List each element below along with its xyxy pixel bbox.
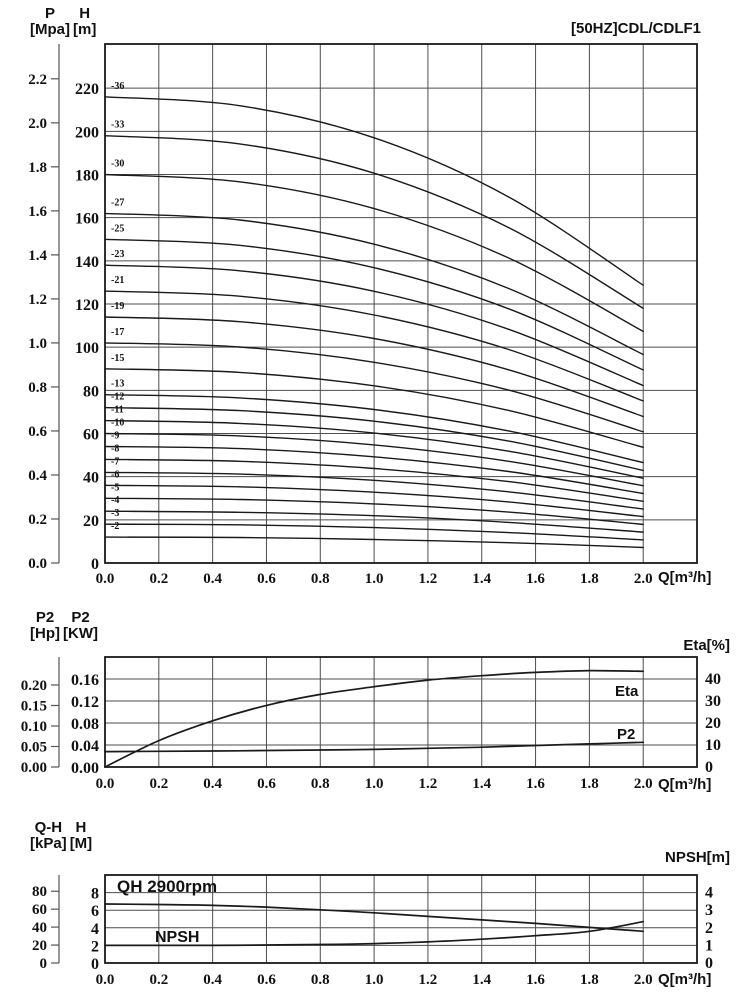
y1-tick-label: 1.6 <box>28 203 47 220</box>
y2-tick-label: 120 <box>75 297 99 315</box>
stage-curve-label: -15 <box>111 352 125 364</box>
y2-tick-label: 6 <box>91 903 99 921</box>
y1-tick-label: 0.00 <box>20 760 47 776</box>
x-tick-label: 1.4 <box>472 776 492 792</box>
x-tick-label: 0.2 <box>149 776 169 792</box>
qh-left-axis-titles <box>30 820 92 852</box>
x-tick-label: 0.2 <box>149 972 169 988</box>
y2-tick-label: 2 <box>91 938 99 956</box>
x-tick-label: 1.8 <box>580 571 599 587</box>
y2-tick-label: 0.08 <box>71 716 99 733</box>
pressure-axis-unit: [Mpa] <box>30 21 70 38</box>
qh-m-symbol: H <box>75 819 87 836</box>
x-tick-label: 2.0 <box>633 972 653 988</box>
power-x-axis-label: Q[m³/h] <box>658 776 712 793</box>
y1-tick-label: 1.2 <box>28 291 47 308</box>
power-kw-axis-title <box>63 610 98 642</box>
y2-tick-label: 80 <box>83 383 99 401</box>
y2-tick-label: 100 <box>75 340 99 358</box>
power-kw-symbol: P2 <box>71 609 90 626</box>
power-hp-axis-title <box>30 610 60 642</box>
x-tick-label: 1.2 <box>418 571 438 587</box>
stage-curve-label: -33 <box>111 119 125 131</box>
stage-curve-label: -30 <box>111 158 125 170</box>
y1-tick-label: 0.2 <box>28 511 47 528</box>
stage-curve-label: -10 <box>111 417 125 429</box>
head-axis-unit: [m] <box>73 21 97 38</box>
stage-curve-label: -17 <box>111 326 125 338</box>
x-tick-label: 2.0 <box>633 776 653 792</box>
pressure-axis-symbol: P <box>44 5 55 22</box>
stage-curve-label: -12 <box>111 391 125 403</box>
y2-tick-label: 40 <box>83 469 99 487</box>
y1-tick-label: 0.8 <box>28 379 47 396</box>
y1-tick-label: 0.10 <box>20 718 47 735</box>
y3-tick-label: 3 <box>705 902 713 920</box>
npsh-curve-label: NPSH <box>155 929 200 946</box>
y2-tick-label: 0 <box>91 956 99 973</box>
y2-tick-label: 220 <box>75 81 99 99</box>
y3-tick-label: 0 <box>705 955 713 972</box>
x-tick-label: 1.4 <box>472 571 492 587</box>
y2-tick-label: 0 <box>91 556 99 573</box>
x-tick-label: 0.0 <box>95 776 115 792</box>
y1-tick-label: 40 <box>32 920 47 937</box>
qh-kpa-symbol: Q-H <box>34 819 63 836</box>
y2-tick-label: 8 <box>91 885 99 903</box>
y1-tick-label: 0.6 <box>28 423 47 440</box>
power-left-axis-titles <box>30 610 98 642</box>
x-tick-label: 0.6 <box>257 571 276 587</box>
y2-tick-label: 4 <box>91 920 99 938</box>
y3-tick-label: 40 <box>705 671 721 688</box>
y2-tick-label: 160 <box>75 210 99 228</box>
power-efficiency-chart <box>21 657 721 792</box>
y3-tick-label: 10 <box>705 737 721 754</box>
hq-x-axis-label: Q[m³/h] <box>658 569 712 586</box>
y2-tick-label: 20 <box>83 512 99 530</box>
stage-curve-label: -19 <box>111 300 125 312</box>
y2-tick-label: 0.00 <box>71 760 99 777</box>
y1-tick-label: 0.15 <box>20 698 47 715</box>
x-tick-label: 0.2 <box>149 571 169 587</box>
stage-curve-label: -36 <box>111 80 125 92</box>
stage-curve-label: -23 <box>111 249 125 261</box>
stage-curve-label: -25 <box>111 223 125 235</box>
x-tick-label: 1.6 <box>526 571 545 587</box>
eta-axis-label: Eta[%] <box>683 637 730 654</box>
y2-tick-label: 140 <box>75 253 99 271</box>
y1-tick-label: 0.0 <box>28 556 47 572</box>
x-tick-label: 0.8 <box>310 571 330 587</box>
x-tick-label: 1.8 <box>580 776 599 792</box>
x-tick-label: 0.4 <box>203 972 223 988</box>
x-tick-label: 0.0 <box>95 571 115 587</box>
y3-tick-label: 20 <box>705 715 721 732</box>
y3-tick-label: 2 <box>705 919 713 937</box>
qh-m-axis-title <box>70 820 93 852</box>
p2-curve-label: P2 <box>617 726 636 743</box>
qh-kpa-axis-title <box>30 820 67 852</box>
x-tick-label: 0.8 <box>310 776 330 792</box>
hq-left-axis-titles <box>30 6 96 38</box>
y2-tick-label: 0.12 <box>71 694 99 711</box>
y2-tick-label: 180 <box>75 167 99 185</box>
plot-border <box>105 44 697 563</box>
x-tick-label: 0.6 <box>257 972 276 988</box>
x-tick-label: 1.8 <box>580 972 599 988</box>
head-axis-title <box>73 6 96 38</box>
qh-kpa-unit: [kPa] <box>30 835 67 852</box>
x-tick-label: 1.0 <box>364 972 384 988</box>
stage-curve-label: -5 <box>111 482 120 494</box>
chart-title: [50HZ]CDL/CDLF1 <box>571 20 701 37</box>
power-hp-symbol: P2 <box>35 609 55 626</box>
y3-tick-label: 0 <box>705 759 713 776</box>
x-tick-label: 1.0 <box>364 571 384 587</box>
qh-m-unit: [M] <box>69 835 93 852</box>
stage-curve-label: -8 <box>111 443 120 455</box>
x-tick-label: 1.0 <box>364 776 384 792</box>
eta-curve-label: Eta <box>615 683 639 700</box>
x-tick-label: 0.8 <box>310 972 330 988</box>
y1-tick-label: 0.05 <box>20 739 47 756</box>
x-tick-label: 0.4 <box>203 571 223 587</box>
stage-curve-label: -7 <box>111 456 120 468</box>
y3-tick-label: 30 <box>705 693 721 710</box>
y2-tick-label: 60 <box>83 426 99 444</box>
x-tick-label: 2.0 <box>633 571 653 587</box>
stage-curve-label: -27 <box>111 197 125 209</box>
y2-tick-label: 200 <box>75 124 99 142</box>
stage-curve-label: -13 <box>111 378 125 390</box>
x-tick-label: 1.2 <box>418 972 438 988</box>
qh-x-axis-label: Q[m³/h] <box>658 971 712 988</box>
qh-curve-label: QH 2900rpm <box>117 877 218 896</box>
x-tick-label: 1.2 <box>418 776 438 792</box>
y1-tick-label: 2.2 <box>28 71 47 88</box>
stage-curve-label: -11 <box>111 404 124 416</box>
y1-tick-label: 1.8 <box>28 159 47 176</box>
power-kw-unit: [KW] <box>63 625 98 642</box>
y1-tick-label: 20 <box>32 938 47 955</box>
y2-tick-label: 0.16 <box>71 672 99 689</box>
x-tick-label: 1.6 <box>526 776 545 792</box>
y2-tick-label: 0.04 <box>71 738 99 755</box>
stage-curve-label: -2 <box>111 521 120 533</box>
stage-curve-label: -21 <box>111 275 125 287</box>
y1-tick-label: 0.20 <box>20 677 47 694</box>
y1-tick-label: 0.4 <box>28 467 47 484</box>
stage-curve-label: -4 <box>111 495 120 507</box>
y1-tick-label: 1.4 <box>28 247 47 264</box>
y1-tick-label: 1.0 <box>28 335 47 352</box>
head-axis-symbol: H <box>79 5 91 22</box>
power-hp-unit: [Hp] <box>30 625 60 642</box>
x-tick-label: 0.6 <box>257 776 276 792</box>
x-tick-label: 1.4 <box>472 972 492 988</box>
x-tick-label: 1.6 <box>526 972 545 988</box>
hq-chart <box>28 44 697 587</box>
y1-tick-label: 60 <box>32 902 47 919</box>
y3-tick-label: 4 <box>705 884 713 902</box>
y1-tick-label: 2.0 <box>28 115 47 132</box>
stage-curve-label: -3 <box>111 508 120 520</box>
pressure-axis-title <box>30 6 70 38</box>
stage-curve-label: -9 <box>111 430 120 442</box>
x-tick-label: 0.0 <box>95 972 115 988</box>
x-tick-label: 0.4 <box>203 776 223 792</box>
y3-tick-label: 1 <box>705 937 713 955</box>
stage-curve-label: -6 <box>111 469 120 481</box>
y1-tick-label: 80 <box>32 884 47 901</box>
y1-tick-label: 0 <box>39 956 47 972</box>
npsh-axis-label: NPSH[m] <box>664 849 730 866</box>
